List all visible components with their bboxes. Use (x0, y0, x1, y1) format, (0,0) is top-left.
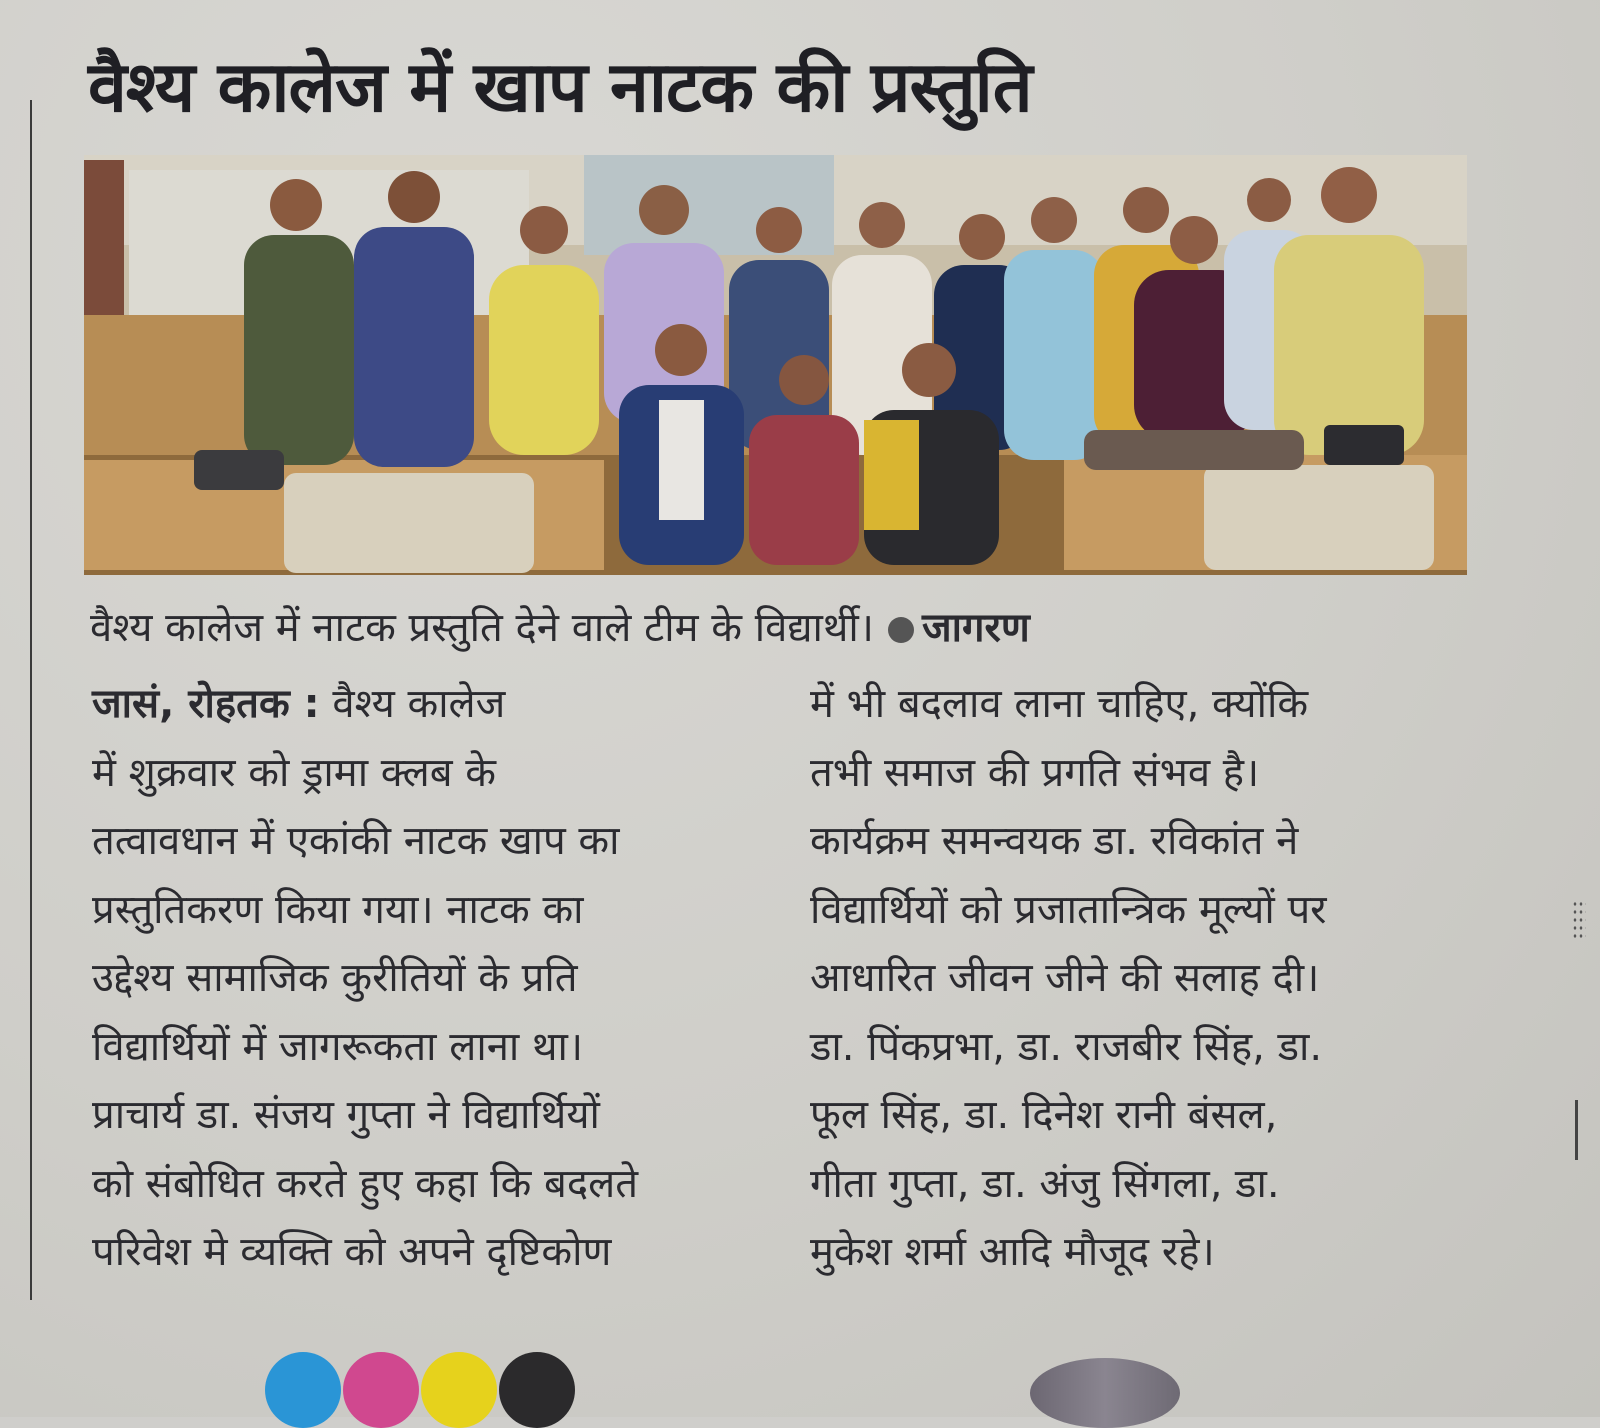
column-line: गीता गुप्ता, डा. अंजु सिंगला, डा. (810, 1160, 1280, 1207)
seated-people (619, 324, 999, 565)
column-line: में भी बदलाव लाना चाहिए, क्योंकि (810, 681, 1309, 727)
column-line: परिवेश मे व्यक्ति को अपने दृष्टिकोण (92, 1229, 612, 1275)
column-line: आधारित जीवन जीने की सलाह दी। (810, 955, 1320, 1001)
column-line: को संबोधित करते हुए कहा कि बदलते (92, 1160, 639, 1207)
photo-caption (90, 605, 1290, 651)
column-line: प्रस्तुतिकरण किया गया। नाटक का (92, 886, 584, 933)
byline: जासं, रोहतक : (92, 681, 320, 727)
column-line: उद्देश्य सामाजिक कुरीतियों के प्रति (92, 955, 578, 1001)
article-column-left (92, 670, 782, 1287)
column-line: में शुक्रवार को ड्रामा क्लब के (92, 749, 496, 796)
margin-mark (1575, 1100, 1578, 1160)
article-column-right (810, 670, 1500, 1287)
photo-credit: जागरण (921, 605, 1030, 651)
headline: वैश्य कालेज में खाप नाटक की प्रस्तुति (88, 46, 1032, 128)
column-line: जासं, रोहतक : वैश्य कालेज (92, 681, 506, 727)
column-line: तत्वावधान में एकांकी नाटक खाप का (92, 818, 620, 864)
column-line: प्राचार्य डा. संजय गुप्ता ने विद्यार्थियों (92, 1092, 600, 1138)
grey-register-mark (1030, 1358, 1180, 1428)
column-line: डा. पिंकप्रभा, डा. राजबीर सिंह, डा. (810, 1023, 1323, 1070)
column-line: कार्यक्रम समन्वयक डा. रविकांत ने (810, 818, 1299, 864)
column-line: मुकेश शर्मा आदि मौजूद रहे। (810, 1229, 1215, 1275)
column-line: तभी समाज की प्रगति संभव है। (810, 749, 1260, 796)
caption-text: वैश्य कालेज में नाटक प्रस्तुति देने वाले टीम के विद्यार्थी। (90, 605, 874, 651)
bullet-icon (888, 617, 914, 643)
group-photo (84, 155, 1467, 575)
column-rule (30, 100, 32, 1300)
column-line: फूल सिंह, डा. दिनेश रानी बंसल, (810, 1092, 1278, 1138)
column-line: विद्यार्थियों को प्रजातान्त्रिक मूल्यों पर (810, 886, 1327, 933)
margin-dots (1572, 900, 1586, 940)
column-line: विद्यार्थियों में जागरूकता लाना था। (92, 1023, 584, 1070)
